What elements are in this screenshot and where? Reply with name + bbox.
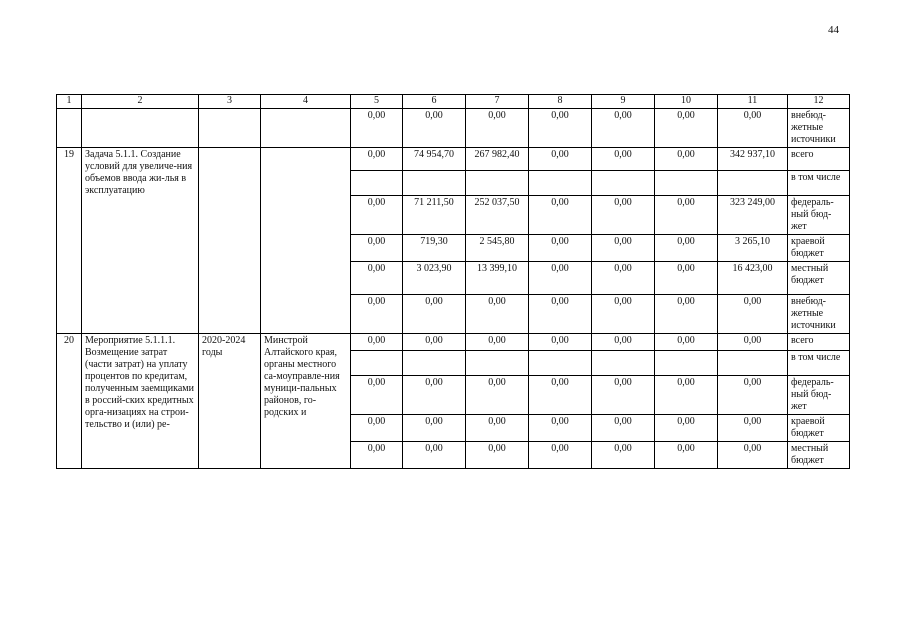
value-cell bbox=[592, 171, 655, 196]
funding-source: в том числе bbox=[788, 171, 850, 196]
value-cell: 0,00 bbox=[655, 295, 718, 334]
value-cell: 0,00 bbox=[655, 148, 718, 171]
cell bbox=[261, 109, 351, 148]
value-cell: 0,00 bbox=[592, 235, 655, 262]
value-cell: 0,00 bbox=[529, 376, 592, 415]
col-header: 11 bbox=[718, 95, 788, 109]
value-cell: 0,00 bbox=[403, 415, 466, 442]
value-cell: 0,00 bbox=[351, 196, 403, 235]
funding-source: федераль-ный бюд-жет bbox=[788, 376, 850, 415]
col-header: 2 bbox=[82, 95, 199, 109]
col-header: 5 bbox=[351, 95, 403, 109]
value-cell: 0,00 bbox=[592, 415, 655, 442]
value-cell bbox=[718, 351, 788, 376]
value-cell: 0,00 bbox=[351, 295, 403, 334]
value-cell bbox=[592, 351, 655, 376]
value-cell: 0,00 bbox=[351, 148, 403, 171]
value-cell bbox=[529, 171, 592, 196]
value-cell: 267 982,40 bbox=[466, 148, 529, 171]
value-cell: 0,00 bbox=[592, 334, 655, 351]
value-cell: 0,00 bbox=[655, 415, 718, 442]
col-header: 6 bbox=[403, 95, 466, 109]
value-cell bbox=[655, 351, 718, 376]
value-cell: 0,00 bbox=[655, 109, 718, 148]
value-cell: 0,00 bbox=[592, 262, 655, 295]
cell bbox=[82, 109, 199, 148]
value-cell: 0,00 bbox=[466, 295, 529, 334]
value-cell: 0,00 bbox=[351, 442, 403, 469]
value-cell: 0,00 bbox=[529, 148, 592, 171]
col-header: 3 bbox=[199, 95, 261, 109]
value-cell: 0,00 bbox=[529, 334, 592, 351]
value-cell: 16 423,00 bbox=[718, 262, 788, 295]
value-cell: 0,00 bbox=[592, 148, 655, 171]
funding-source: внебюд-жетные источники bbox=[788, 295, 850, 334]
funding-source: краевой бюджет bbox=[788, 415, 850, 442]
value-cell: 0,00 bbox=[403, 376, 466, 415]
value-cell: 0,00 bbox=[351, 262, 403, 295]
value-cell: 71 211,50 bbox=[403, 196, 466, 235]
value-cell bbox=[403, 171, 466, 196]
value-cell: 0,00 bbox=[718, 109, 788, 148]
funding-source: всего bbox=[788, 334, 850, 351]
value-cell: 2 545,80 bbox=[466, 235, 529, 262]
item-name: Мероприятие 5.1.1.1. Возмещение затрат (части затрат) на уплату процентов по кредитам, полученным заемщиками в россий-ских кредитных орга-низациях на строи-тельство и (или) ре- bbox=[82, 334, 199, 469]
col-header: 10 bbox=[655, 95, 718, 109]
value-cell: 13 399,10 bbox=[466, 262, 529, 295]
row-index: 19 bbox=[57, 148, 82, 334]
value-cell: 342 937,10 bbox=[718, 148, 788, 171]
value-cell: 0,00 bbox=[403, 334, 466, 351]
value-cell: 0,00 bbox=[351, 109, 403, 148]
funding-source: всего bbox=[788, 148, 850, 171]
value-cell bbox=[403, 351, 466, 376]
value-cell: 0,00 bbox=[529, 442, 592, 469]
funding-source: внебюд-жетные источники bbox=[788, 109, 850, 148]
value-cell: 0,00 bbox=[718, 334, 788, 351]
value-cell: 0,00 bbox=[529, 415, 592, 442]
value-cell: 0,00 bbox=[466, 109, 529, 148]
table-row bbox=[57, 334, 850, 351]
page-number: 44 bbox=[828, 24, 839, 36]
item-name: Задача 5.1.1. Создание условий для увеличе-ния объемов ввода жи-лья в эксплуатацию bbox=[82, 148, 199, 334]
value-cell: 3 265,10 bbox=[718, 235, 788, 262]
value-cell: 0,00 bbox=[718, 442, 788, 469]
value-cell: 0,00 bbox=[351, 376, 403, 415]
value-cell: 0,00 bbox=[655, 235, 718, 262]
value-cell: 0,00 bbox=[529, 262, 592, 295]
value-cell: 0,00 bbox=[529, 196, 592, 235]
funding-source: краевой бюджет bbox=[788, 235, 850, 262]
value-cell: 0,00 bbox=[529, 295, 592, 334]
value-cell: 0,00 bbox=[655, 376, 718, 415]
col-header: 1 bbox=[57, 95, 82, 109]
funding-source: местный бюджет bbox=[788, 262, 850, 295]
value-cell: 0,00 bbox=[592, 295, 655, 334]
table-row bbox=[57, 148, 850, 171]
value-cell: 0,00 bbox=[351, 235, 403, 262]
value-cell: 252 037,50 bbox=[466, 196, 529, 235]
value-cell bbox=[466, 171, 529, 196]
value-cell bbox=[529, 351, 592, 376]
value-cell: 0,00 bbox=[718, 295, 788, 334]
value-cell: 0,00 bbox=[655, 442, 718, 469]
value-cell: 0,00 bbox=[592, 376, 655, 415]
value-cell bbox=[351, 171, 403, 196]
value-cell: 0,00 bbox=[351, 415, 403, 442]
value-cell: 0,00 bbox=[403, 109, 466, 148]
header-row bbox=[57, 95, 850, 109]
value-cell: 3 023,90 bbox=[403, 262, 466, 295]
value-cell: 0,00 bbox=[529, 109, 592, 148]
value-cell: 0,00 bbox=[592, 109, 655, 148]
value-cell: 0,00 bbox=[351, 334, 403, 351]
value-cell: 0,00 bbox=[403, 295, 466, 334]
col-header: 4 bbox=[261, 95, 351, 109]
value-cell bbox=[351, 351, 403, 376]
value-cell bbox=[655, 171, 718, 196]
value-cell: 0,00 bbox=[592, 196, 655, 235]
col-header: 9 bbox=[592, 95, 655, 109]
cell bbox=[57, 109, 82, 148]
value-cell: 0,00 bbox=[718, 415, 788, 442]
cell bbox=[199, 109, 261, 148]
value-cell: 74 954,70 bbox=[403, 148, 466, 171]
value-cell: 323 249,00 bbox=[718, 196, 788, 235]
funding-source: в том числе bbox=[788, 351, 850, 376]
value-cell: 0,00 bbox=[466, 415, 529, 442]
funding-source: федераль-ный бюд-жет bbox=[788, 196, 850, 235]
value-cell bbox=[718, 171, 788, 196]
col-header: 12 bbox=[788, 95, 850, 109]
value-cell: 0,00 bbox=[466, 334, 529, 351]
value-cell: 0,00 bbox=[466, 376, 529, 415]
budget-table bbox=[56, 94, 850, 469]
value-cell: 0,00 bbox=[655, 196, 718, 235]
value-cell: 0,00 bbox=[655, 262, 718, 295]
value-cell: 0,00 bbox=[592, 442, 655, 469]
value-cell: 0,00 bbox=[403, 442, 466, 469]
col-header: 7 bbox=[466, 95, 529, 109]
period-cell bbox=[199, 148, 261, 334]
executor-cell bbox=[261, 148, 351, 334]
value-cell: 0,00 bbox=[718, 376, 788, 415]
col-header: 8 bbox=[529, 95, 592, 109]
value-cell: 719,30 bbox=[403, 235, 466, 262]
value-cell: 0,00 bbox=[466, 442, 529, 469]
value-cell: 0,00 bbox=[655, 334, 718, 351]
value-cell: 0,00 bbox=[529, 235, 592, 262]
row-index: 20 bbox=[57, 334, 82, 469]
funding-source: местный бюджет bbox=[788, 442, 850, 469]
period-cell: 2020-2024 годы bbox=[199, 334, 261, 469]
value-cell bbox=[466, 351, 529, 376]
executor-cell: Минстрой Алтайского края, органы местного са-моуправле-ния муници-пальных районов, го-родских и bbox=[261, 334, 351, 469]
table-row bbox=[57, 109, 850, 148]
